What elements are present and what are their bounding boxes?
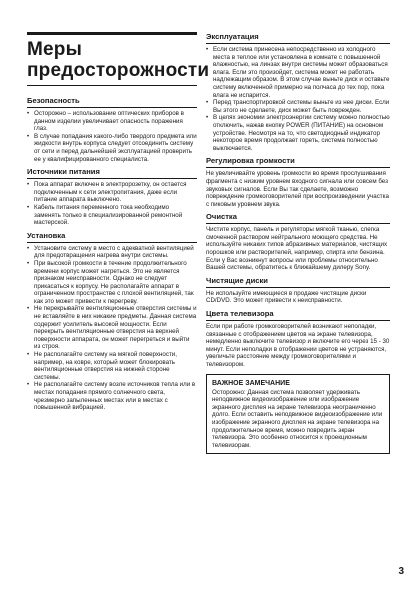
section-heading-power: Источники питания xyxy=(27,167,100,177)
section-heading-discs: Чистящие диски xyxy=(206,275,268,285)
list-item: • Не перекрывайте вентиляционные отверстия системы и не вставляйте в них никакие предметы. Данная система содержит усилитель высокой мощности. Если перекрыть вентиляционные отверстия на верхней поверхности аппарата, он может перегреться и выйти из строя. xyxy=(27,305,197,351)
important-notice-box xyxy=(206,374,390,455)
volume-text: Не увеличивайте уровень громкости во время прослушивания фрагмента с низким уровнем входного сигнала или совсем без звуковых сигналов. Если Вы так сделаете, возможно повреждение громкоговорителей при воспроизведении участка с пиковым уровнем звука. xyxy=(206,170,389,208)
section-rule xyxy=(206,223,390,224)
install-list xyxy=(27,245,197,412)
discs-text: Не используйте имеющиеся в продаже чистящие диски CD/DVD. Это может привести к неисправности. xyxy=(206,289,367,305)
list-item: • В случае попадания какого-либо твердого предмета или жидкости внутрь корпуса следует отсоединить систему от сети и перед дальнейшей эксплуатацией проверить ее у квалифицированного специалиста. xyxy=(27,133,197,163)
section-volume xyxy=(206,156,390,208)
list-item: • Не располагайте систему возле источников тепла или в местах попадания прямого солнечного света, чрезмерно запыленных местах или в местах с повышенной вибрацией. xyxy=(27,381,197,411)
section-safety xyxy=(27,96,197,163)
section-tv-color xyxy=(206,309,390,369)
section-heading-operation: Эксплуатация xyxy=(206,32,259,41)
section-cleaning xyxy=(206,212,390,272)
section-rule xyxy=(206,287,390,288)
notice-title: ВАЖНОЕ ЗАМЕЧАНИЕ xyxy=(212,379,290,387)
section-heading-safety: Безопасность xyxy=(27,96,80,105)
list-item: • При высокой громкости в течение продолжительного времени корпус может нагреться. Это не является признаком неисправности. Однако не следует прикасаться к корпусу. Не располагайте аппарат в ограниченном пространстве с плохой вентиляцией, так как это может привести к перегреву. xyxy=(27,260,197,306)
section-rule xyxy=(206,167,390,168)
left-column xyxy=(27,32,210,416)
section-heading-volume: Регулировка громкости xyxy=(206,156,295,166)
page-title xyxy=(27,39,210,81)
section-rule xyxy=(27,178,197,179)
title-line-1: Меры xyxy=(27,39,83,60)
section-install xyxy=(27,231,197,412)
section-rule xyxy=(27,107,197,108)
section-heading-cleaning: Очистка xyxy=(206,212,237,222)
list-item: • Установите систему в место с адекватной вентиляцией для предотвращения нагрева внутри системы. xyxy=(27,245,197,260)
section-rule xyxy=(206,43,390,44)
section-rule xyxy=(27,242,197,243)
right-column xyxy=(206,32,390,454)
section-operation xyxy=(206,32,390,152)
title-line-2: предосторожности xyxy=(27,60,210,81)
list-item: • Осторожно – использование оптических приборов в данном изделии увеличивает опасность поражения глаз. xyxy=(27,110,197,133)
section-power xyxy=(27,167,197,227)
notice-text: Осторожно: Данная система позволяет удерживать неподвижное видеоизображение или изображение экранного дисплея на экране телевизора неограниченно долго. Если оставить неподвижное видеоизображение или изображение экранного дисплея на экране телевизора на продолжительное время, можно повредить экран телевизора. Это особенно относится к проекционным телевизорам. xyxy=(212,388,383,449)
cleaning-text: Чистите корпус, панель и регуляторы мягкой тканью, слегка смоченной раствором нейтрального моющего средства. Не используйте никаких типов абразивных материалов, чистящих порошков или растворителей, например, спирта или бензина. Если у Вас возникнут вопросы или проблемы относительно Вашей системы, обратитесь к ближайшему дилеру Sony. xyxy=(206,226,388,272)
section-heading-tv-color: Цвета телевизора xyxy=(206,309,274,319)
list-item: • В целях экономии электроэнергии систему можно полностью отключить, нажав кнопку POWER (ПИТАНИЕ) на основном устройстве. Несмотря на то, что светодиодный индикатор некоторое время продолжает гореть, система полностью выключается. xyxy=(206,114,390,152)
list-item: • Кабель питания переменного тока необходимо заменять только в специализированной ремонтной мастерской. xyxy=(27,204,197,227)
power-list xyxy=(27,181,197,227)
tv-color-text: Если при работе громкоговорителей возникают неполадки, связанные с отображением цветов на экране телевизора, немедленно выключите телевизор и включите его через 15 - 30 минут. Если неполадки в отображении цветов не устраняются, увеличьте расстояние между громкоговорителями и телевизором. xyxy=(206,323,390,368)
list-item: • Пока аппарат включен в электророзетку, он остается подключенным к сети электропитания, даже если питание аппарата выключено. xyxy=(27,181,197,204)
list-item: • Не располагайте систему на мягкой поверхности, например, на ковре, который может блокировать вентиляционные отверстия на нижней стороне системы. xyxy=(27,351,197,381)
list-item: • Если система принесена непосредственно из холодного места в теплое или установлена в комнате с повышенной влажностью, на линзах внутри системы может образоваться влага. Если это произойдет, система может не работать надлежащим образом. В этом случае выньте диск и оставьте систему включенной примерно на полчаса до тех пор, пока влага не испарится. xyxy=(206,46,390,99)
section-rule xyxy=(206,320,390,321)
section-discs xyxy=(206,276,390,305)
list-item: • Перед транспортировкой системы выньте из нее диски. Если Вы этого не сделаете, диск может быть поврежден. xyxy=(206,99,390,114)
page-number: 3 xyxy=(398,566,404,577)
safety-list xyxy=(27,110,197,163)
operation-list xyxy=(206,46,390,152)
title-rule-bottom xyxy=(27,85,197,86)
section-heading-install: Установка xyxy=(27,230,66,240)
title-rule-top xyxy=(27,32,197,35)
